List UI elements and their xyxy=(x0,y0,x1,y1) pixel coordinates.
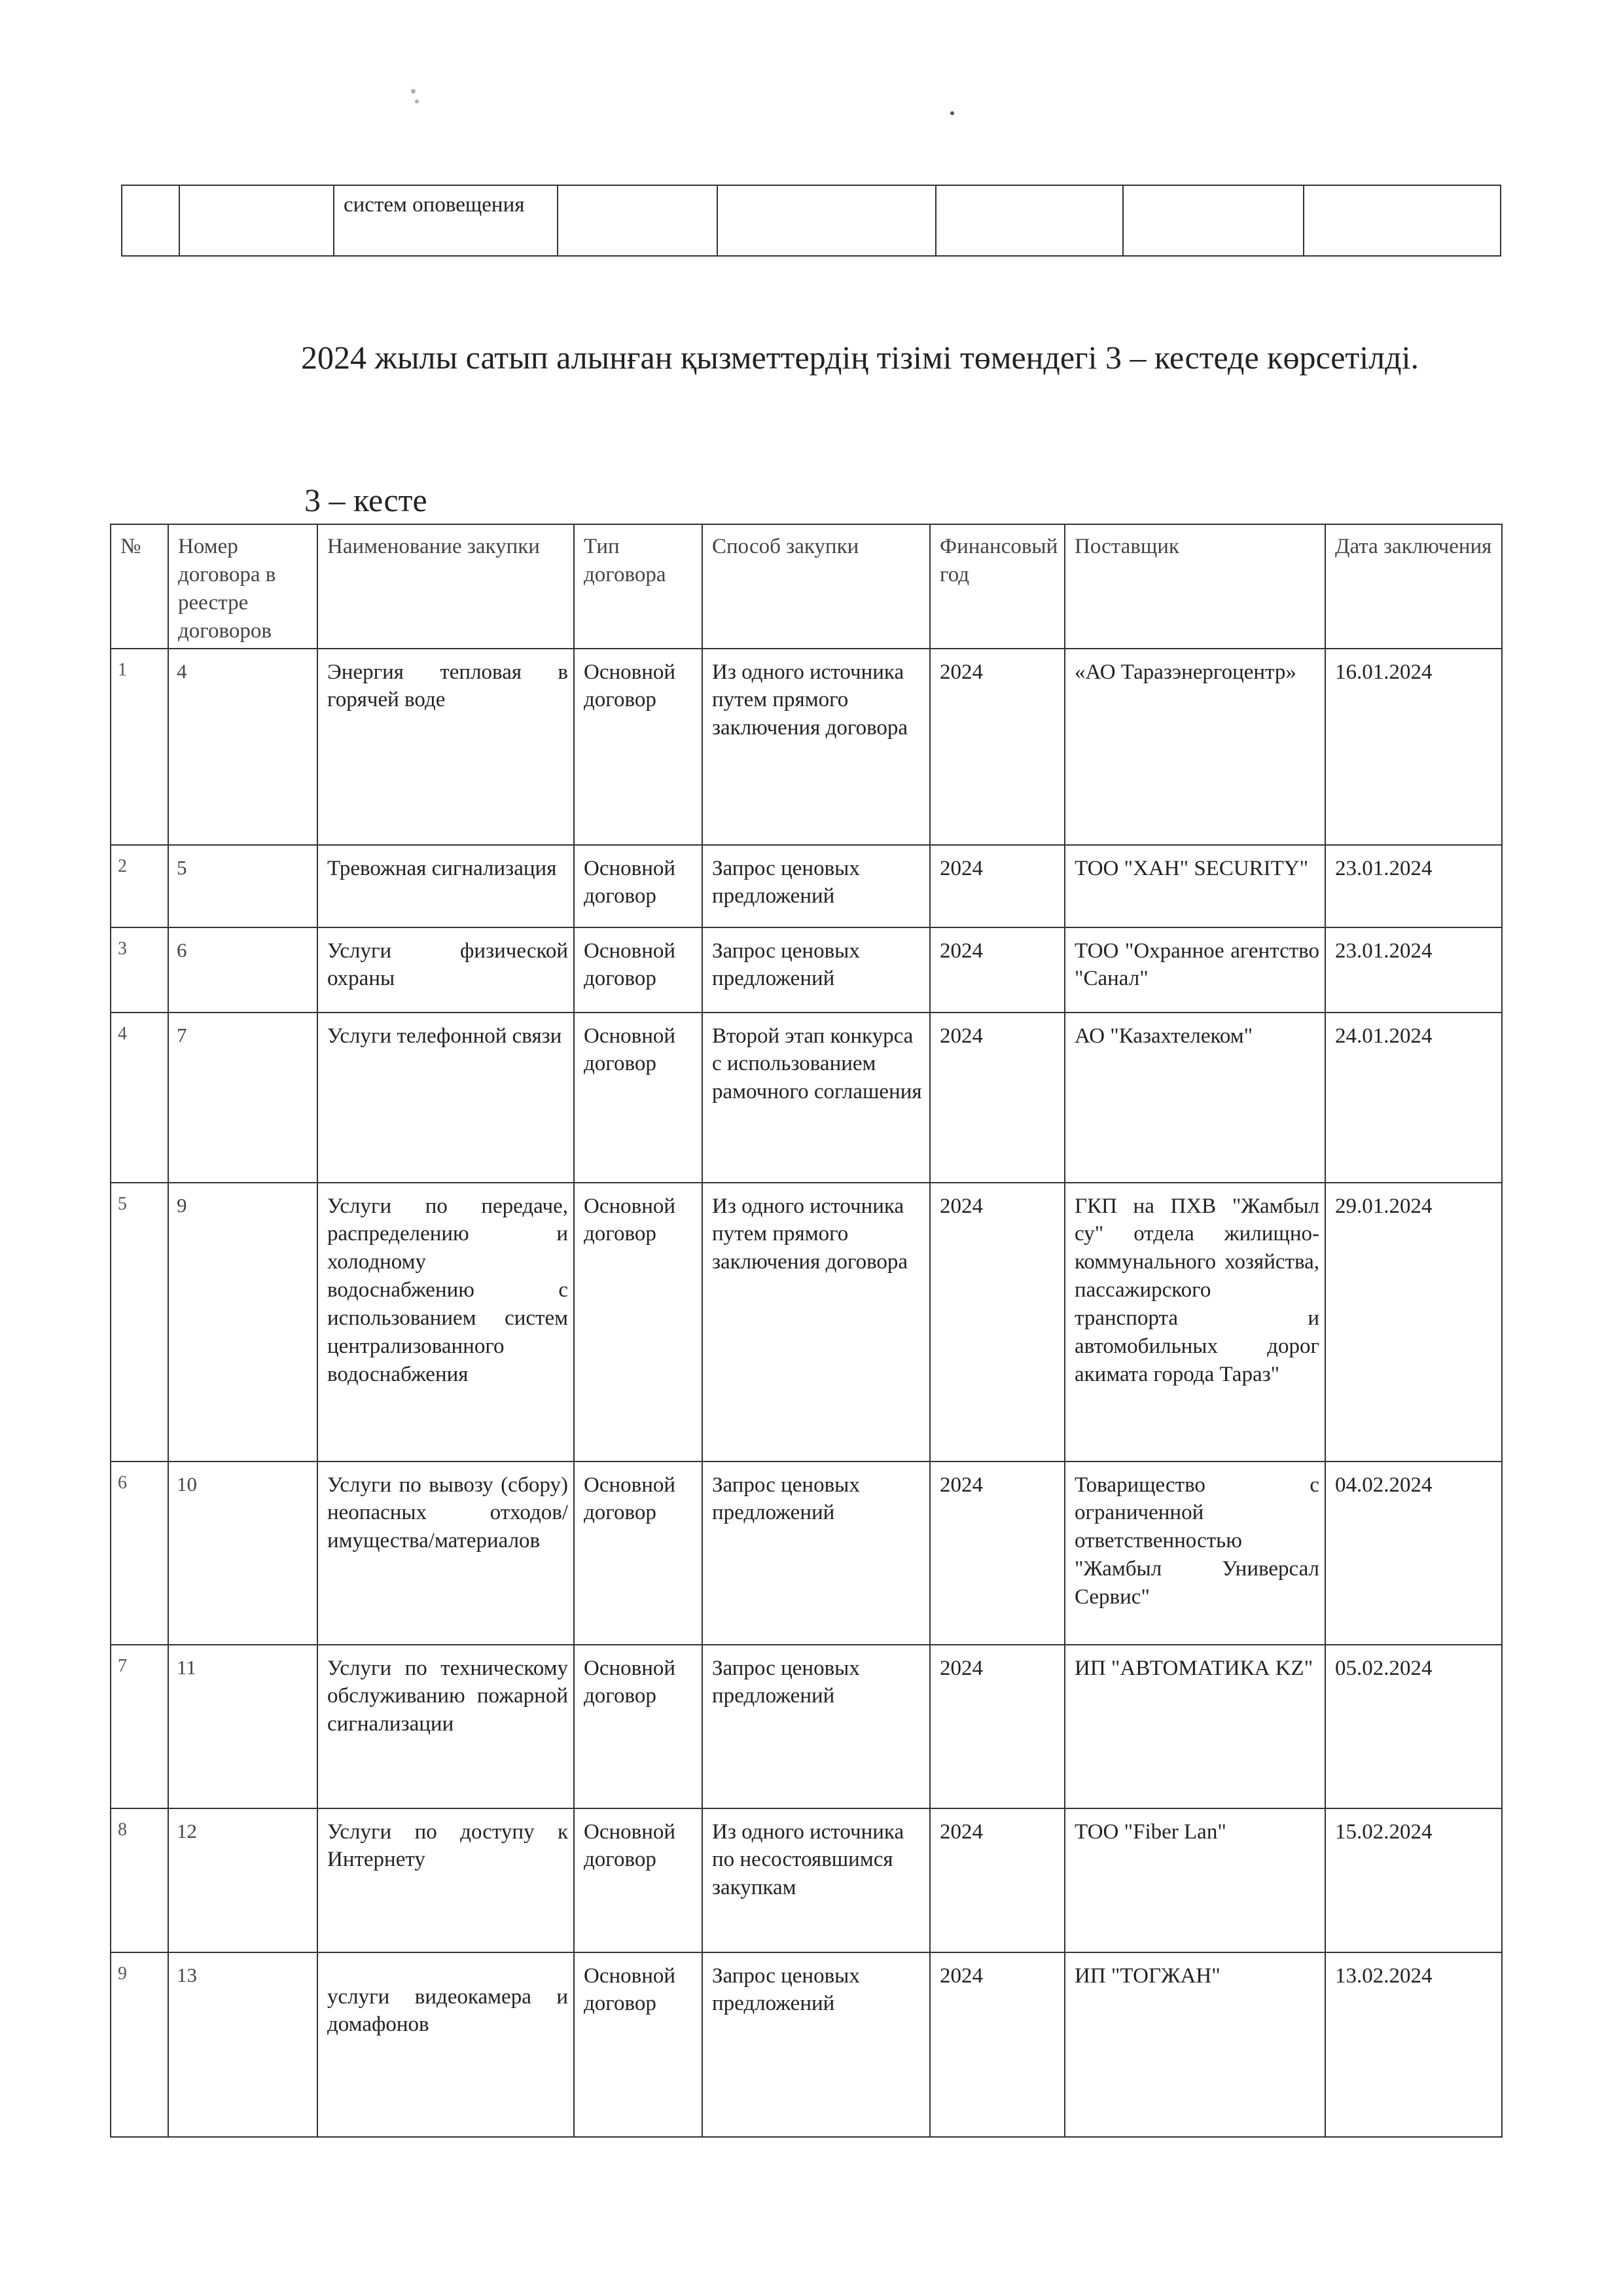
table-row xyxy=(111,1952,1502,2137)
table-cell: 2024 xyxy=(930,1013,1065,1183)
purchases-table xyxy=(110,524,1503,2138)
table-cell: Второй этап конкурса с использованием рамочного соглашения xyxy=(702,1013,930,1183)
table-cell: 12 xyxy=(168,1808,317,1952)
header-cell: Способ закупки xyxy=(702,524,930,649)
table-cell: Основной договор xyxy=(574,1183,702,1462)
previous-table-continuation xyxy=(121,185,1501,257)
table-cell: АО "Казахтелеком" xyxy=(1065,1013,1325,1183)
table-cell: Услуги физической охраны xyxy=(317,927,574,1013)
scan-speck xyxy=(950,111,954,115)
table-cell: Услуги по передаче, распределению и холодному водоснабжению с использованием систем централизованного водоснабжения xyxy=(317,1183,574,1462)
table-cell: 6 xyxy=(168,927,317,1013)
table-cell xyxy=(1304,185,1501,256)
table-cell: ТОО "Охранное агентство "Санал" xyxy=(1065,927,1325,1013)
table-cell: 2024 xyxy=(930,1645,1065,1808)
table-cell xyxy=(122,185,179,256)
table-row xyxy=(111,649,1502,845)
table-cell: 2024 xyxy=(930,649,1065,845)
table-cell: 23.01.2024 xyxy=(1325,845,1502,927)
table-cell: Из одного источника путем прямого заключения договора xyxy=(702,1183,930,1462)
table-cell: 2024 xyxy=(930,1952,1065,2137)
table-cell: Основной договор xyxy=(574,1808,702,1952)
table-cell: 7 xyxy=(111,1645,168,1808)
table-cell: ГКП на ПХВ "Жамбыл су" отдела жилищно-коммунального хозяйства, пассажирского транспорта и автомобильных дорог акимата города Тараз" xyxy=(1065,1183,1325,1462)
scan-speck xyxy=(411,89,416,94)
table-cell: 24.01.2024 xyxy=(1325,1013,1502,1183)
table-cell: 15.02.2024 xyxy=(1325,1808,1502,1952)
table-cell: 2024 xyxy=(930,1183,1065,1462)
table-cell: 05.02.2024 xyxy=(1325,1645,1502,1808)
table-cell xyxy=(1123,185,1304,256)
table-cell: 6 xyxy=(111,1462,168,1645)
table-cell: 9 xyxy=(111,1952,168,2137)
table-row xyxy=(111,845,1502,927)
table-cell xyxy=(558,185,717,256)
table-cell: 16.01.2024 xyxy=(1325,649,1502,845)
table-cell: Основной договор xyxy=(574,927,702,1013)
table-cell: 11 xyxy=(168,1645,317,1808)
table-cell: 2024 xyxy=(930,927,1065,1013)
table-cell: ИП "ТОГЖАН" xyxy=(1065,1952,1325,2137)
header-cell: № xyxy=(111,524,168,649)
scan-speck xyxy=(415,99,419,103)
table-cell: 8 xyxy=(111,1808,168,1952)
table-cell: Запрос ценовых предложений xyxy=(702,845,930,927)
header-cell: Дата заключения xyxy=(1325,524,1502,649)
table-cell: 13 xyxy=(168,1952,317,2137)
table-cell: Товарищество с ограниченной ответственностью "Жамбыл Универсал Сервис" xyxy=(1065,1462,1325,1645)
table-row xyxy=(111,1183,1502,1462)
table-cell: Услуги по вывозу (сбору) неопасных отходов/имущества/материалов xyxy=(317,1462,574,1645)
table-cell: 4 xyxy=(168,649,317,845)
table-cell: Энергия тепловая в горячей воде xyxy=(317,649,574,845)
table-cell: Из одного источника путем прямого заключения договора xyxy=(702,649,930,845)
table-cell: Основной договор xyxy=(574,1952,702,2137)
header-cell: Номер договора в реестре договоров xyxy=(168,524,317,649)
table-row xyxy=(111,1645,1502,1808)
table-cell: ИП "АВТОМАТИКА KZ" xyxy=(1065,1645,1325,1808)
table-cell: Основной договор xyxy=(574,1013,702,1183)
table-row xyxy=(111,1808,1502,1952)
header-cell: Тип договора xyxy=(574,524,702,649)
table-cell xyxy=(717,185,936,256)
table-row xyxy=(122,185,1501,256)
table-cell: 29.01.2024 xyxy=(1325,1183,1502,1462)
table-cell: 13.02.2024 xyxy=(1325,1952,1502,2137)
intro-paragraph: 2024 жылы сатып алынған қызметтердің тізімі төмендегі 3 – кестеде көрсетілді. xyxy=(301,339,1419,376)
table-cell: ТОО "ХАН" SECURITY" xyxy=(1065,845,1325,927)
table-cell: 5 xyxy=(111,1183,168,1462)
table-cell: 2024 xyxy=(930,1462,1065,1645)
table-caption: 3 – кесте xyxy=(304,482,427,518)
table-cell: 3 xyxy=(111,927,168,1013)
header-cell: Поставщик xyxy=(1065,524,1325,649)
table-cell: 9 xyxy=(168,1183,317,1462)
table-cell: 7 xyxy=(168,1013,317,1183)
table-cell: Запрос ценовых предложений xyxy=(702,1645,930,1808)
table-cell: 10 xyxy=(168,1462,317,1645)
table-cell: Услуги по техническому обслуживанию пожарной сигнализации xyxy=(317,1645,574,1808)
table-cell: 2 xyxy=(111,845,168,927)
table-cell: Запрос ценовых предложений xyxy=(702,1462,930,1645)
table-cell: Тревожная сигнализация xyxy=(317,845,574,927)
table-cell: услуги видеокамера и домафонов xyxy=(317,1952,574,2137)
header-cell: Финансовый год xyxy=(930,524,1065,649)
table-cell: ТОО "Fiber Lan" xyxy=(1065,1808,1325,1952)
table-cell: «АО Таразэнергоцентр» xyxy=(1065,649,1325,845)
table-cell: Из одного источника по несостоявшимся закупкам xyxy=(702,1808,930,1952)
table-cell: систем оповещения xyxy=(334,185,558,256)
table-cell: Основной договор xyxy=(574,1645,702,1808)
table-cell: 23.01.2024 xyxy=(1325,927,1502,1013)
table-cell: Основной договор xyxy=(574,845,702,927)
header-cell: Наименование закупки xyxy=(317,524,574,649)
table-cell: 2024 xyxy=(930,1808,1065,1952)
table-cell: 4 xyxy=(111,1013,168,1183)
table-header-row xyxy=(111,524,1502,649)
table-cell: Услуги телефонной связи xyxy=(317,1013,574,1183)
table-row xyxy=(111,1462,1502,1645)
table-cell: Запрос ценовых предложений xyxy=(702,1952,930,2137)
table-cell xyxy=(936,185,1123,256)
table-cell: Основной договор xyxy=(574,1462,702,1645)
table-row xyxy=(111,1013,1502,1183)
table-cell: Основной договор xyxy=(574,649,702,845)
table-cell xyxy=(179,185,334,256)
table-cell: Запрос ценовых предложений xyxy=(702,927,930,1013)
table-cell: 1 xyxy=(111,649,168,845)
table-cell: 5 xyxy=(168,845,317,927)
table-cell: 2024 xyxy=(930,845,1065,927)
table-cell: 04.02.2024 xyxy=(1325,1462,1502,1645)
table-row xyxy=(111,927,1502,1013)
table-cell: Услуги по доступу к Интернету xyxy=(317,1808,574,1952)
